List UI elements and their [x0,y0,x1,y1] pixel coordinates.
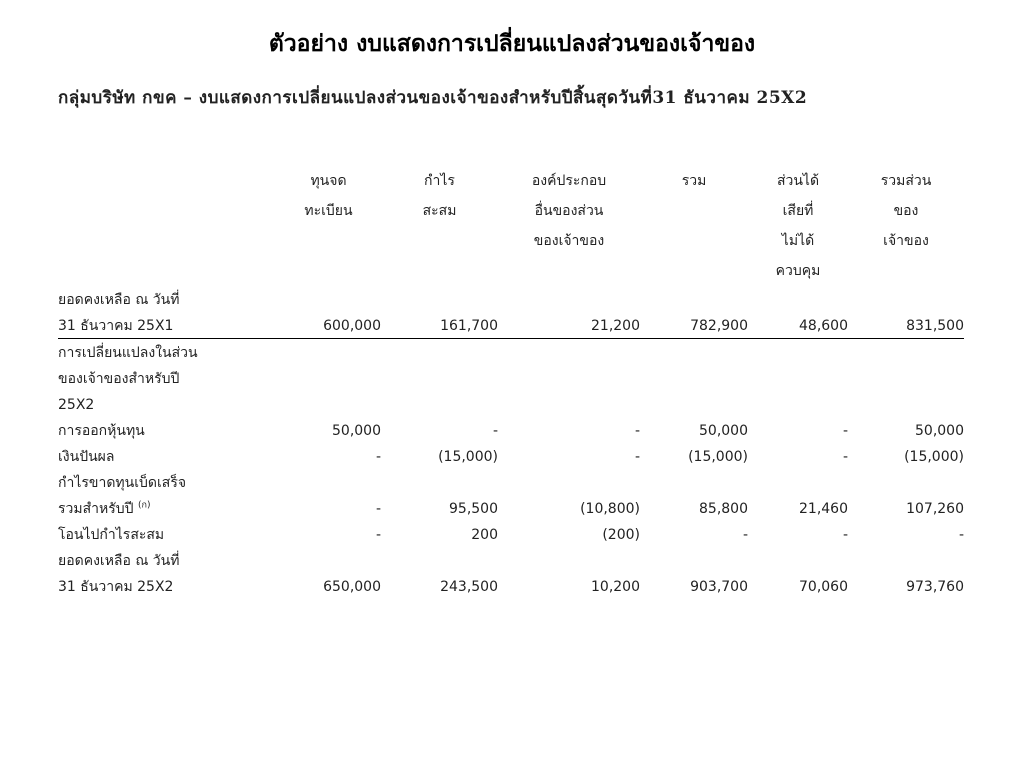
footnote-marker: (ก) [138,500,151,511]
row-label: 31 ธันวาคม 25X1 [58,312,276,339]
row-label-with-note [58,495,276,521]
header-total-equity: รวมส่วน ของ เจ้าของ [880,173,932,249]
cell-value: - [634,449,640,465]
slide-title: ตัวอย่าง งบแสดงการเปลี่ยนแปลงส่วนของเจ้าของ [268,30,756,57]
cell-value: 85,800 [699,501,748,517]
row-label: ยอดคงเหลือ ณ วันที่ [58,292,180,308]
row-label: การออกหุ้นทุน [58,423,145,439]
cell-value: (200) [602,527,640,543]
cell-value: 21,200 [498,312,640,339]
header-other-components: องค์ประกอบ อื่นของส่วน ของเจ้าของ [531,173,607,249]
header-row [58,166,964,286]
row-label: ยอดคงเหลือ ณ วันที่ [58,553,180,569]
table-row-dividend [58,443,964,469]
table-row-opening-balance [58,312,964,339]
section-heading: ของเจ้าของสำหรับปี [58,371,180,387]
table-row-closing-balance [58,573,964,599]
cell-value: 48,600 [748,312,848,339]
cell-value: - [742,527,748,543]
cell-value: 70,060 [799,579,848,595]
cell-value: (15,000) [904,449,964,465]
cell-value: 600,000 [276,312,381,339]
row-label: กำไรขาดทุนเบ็ดเสร็จ [58,475,187,491]
equity-statement-table [58,166,964,599]
cell-value: 95,500 [449,501,498,517]
row-label: เงินปันผล [58,449,115,465]
cell-value: 200 [471,527,498,543]
cell-value: - [375,527,381,543]
comprehensive-label-row [58,469,964,495]
header-blank [58,166,276,286]
cell-value: 782,900 [640,312,748,339]
statement-subtitle: กลุ่มบริษัท กขค – งบแสดงการเปลี่ยนแปลงส่วนของเจ้าของสำหรับปีสิ้นสุดวันที่31 ธันวาคม 25X2 [58,88,808,108]
header-non-controlling-interest: ส่วนได้ เสียที่ ไม่ได้ ควบคุม [775,173,821,279]
cell-value: 10,200 [591,579,640,595]
cell-value: - [634,423,640,439]
cell-value: 50,000 [332,423,381,439]
cell-value: 903,700 [690,579,748,595]
row-label: 31 ธันวาคม 25X2 [58,579,174,595]
cell-value: 650,000 [323,579,381,595]
header-total: รวม [681,173,707,189]
cell-value: - [958,527,964,543]
table-row-share-issue [58,417,964,443]
cell-value: 161,700 [381,312,498,339]
cell-value: (10,800) [580,501,640,517]
cell-value: (15,000) [438,449,498,465]
cell-value: 50,000 [915,423,964,439]
changes-heading-row [58,391,964,417]
cell-value: - [375,501,381,517]
row-label: รวมสำหรับปี [58,501,134,517]
cell-value: 973,760 [906,579,964,595]
cell-value: - [842,449,848,465]
cell-value: - [842,423,848,439]
cell-value: 50,000 [699,423,748,439]
table-row-comprehensive-income [58,495,964,521]
cell-value: 21,460 [799,501,848,517]
opening-label-row [58,286,964,312]
changes-heading-row [58,365,964,391]
header-registered-capital: ทุนจด ทะเบียน [304,173,353,219]
cell-value: 107,260 [906,501,964,517]
closing-label-row [58,547,964,573]
header-retained-earnings: กำไร สะสม [422,173,457,219]
cell-value: - [375,449,381,465]
cell-value: - [842,527,848,543]
changes-heading-row [58,339,964,366]
row-label: โอนไปกำไรสะสม [58,527,165,543]
cell-value: - [492,423,498,439]
table-row-transfer [58,521,964,547]
cell-value: 243,500 [440,579,498,595]
section-heading: 25X2 [58,397,95,413]
section-heading: การเปลี่ยนแปลงในส่วน [58,345,198,361]
cell-value: (15,000) [688,449,748,465]
cell-value: 831,500 [848,312,964,339]
